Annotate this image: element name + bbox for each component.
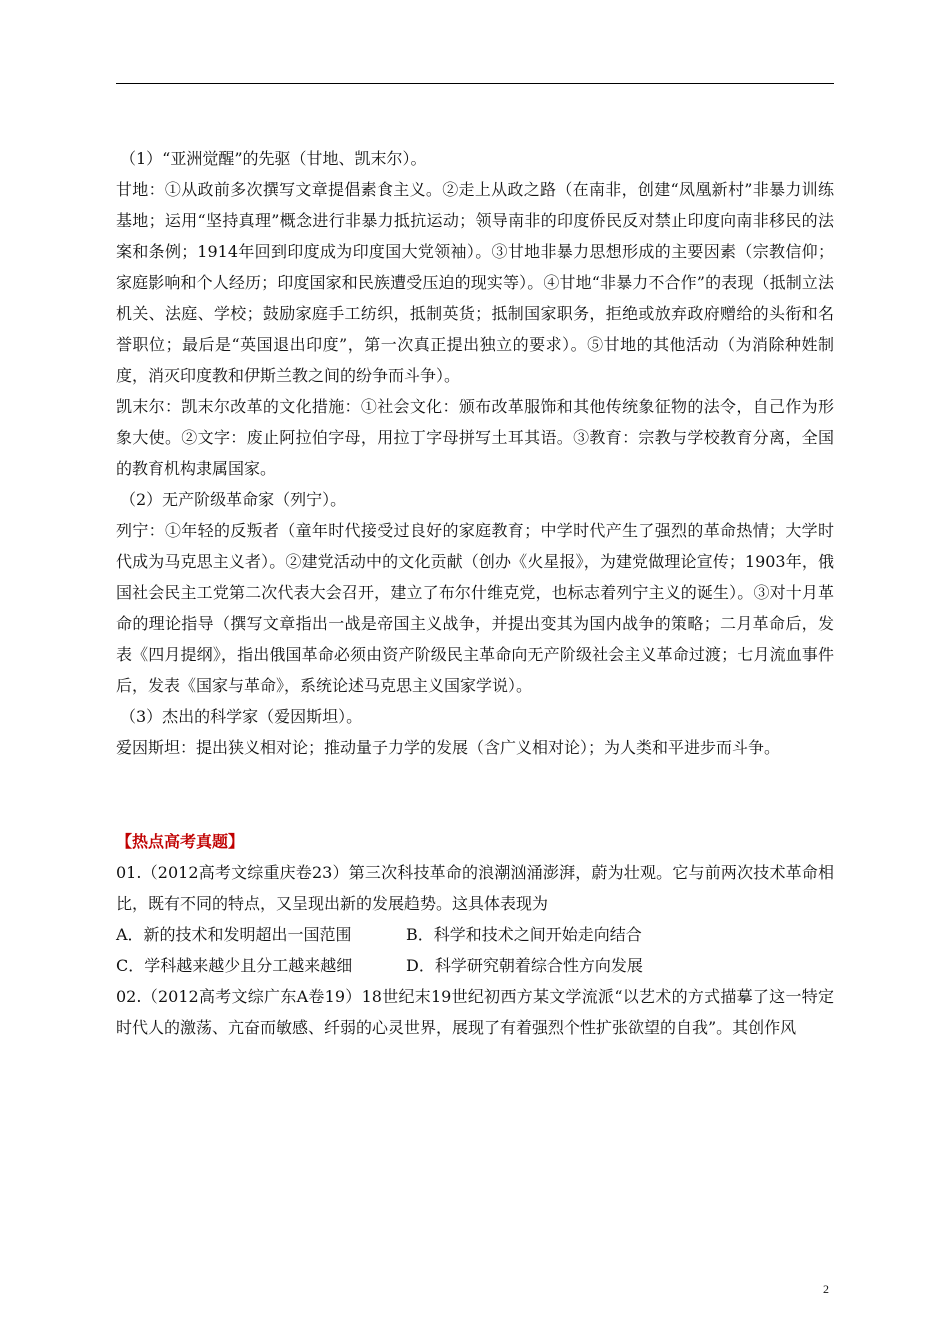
section-2-heading: （2）无产阶级革命家（列宁）。 bbox=[120, 490, 347, 509]
question-1-option-c: C．学科越来越少且分工越来越细 bbox=[116, 956, 353, 975]
gandhi-paragraph: 甘地：①从政前多次撰写文章提倡素食主义。②走上从政之路（在南非，创建“凤凰新村”非暴力训练基地；运用“坚持真理”概念进行非暴力抵抗运动；领导南非的印度侨民反对禁止印度向南非移民的法案和条例；1914年回到印度成为印度国大党领袖）。③甘地非暴力思想形成的主要因素（宗教信仰；家庭影响和个人经历；印度国家和民族遭受压迫的现实等）。④甘地“非暴力不合作”的表现（抵制立法机关、法庭、学校；鼓励家庭手工纺织，抵制英货；抵制国家职务，拒绝或放弃政府赠给的头衔和名誉职位；最后是“英国退出印度”，第一次真正提出独立的要求）。⑤甘地的其他活动（为消除种姓制度，消灭印度教和伊斯兰教之间的纷争而斗争）。 bbox=[116, 180, 834, 385]
lenin-paragraph: 列宁：①年轻的反叛者（童年时代接受过良好的家庭教育；中学时代产生了强烈的革命热情；大学时代成为马克思主义者）。②建党活动中的文化贡献（创办《火星报》，为建党做理论宣传；1903年，俄国社会民主工党第二次代表大会召开，建立了布尔什维克党，也标志着列宁主义的诞生）。③对十月革命的理论指导（撰写文章指出一战是帝国主义战争，并提出变其为国内战争的策略；二月革命后，发表《四月提纲》，指出俄国革命必须由资产阶级民主革命向无产阶级社会主义革命过渡；七月流血事件后，发表《国家与革命》，系统论述马克思主义国家学说）。 bbox=[116, 521, 834, 695]
question-1-option-a: A．新的技术和发明超出一国范围 bbox=[116, 925, 352, 944]
question-1-option-b: B．科学和技术之间开始走向结合 bbox=[406, 925, 642, 944]
question-1-option-d: D．科学研究朝着综合性方向发展 bbox=[406, 956, 643, 975]
kemal-paragraph: 凯末尔：凯末尔改革的文化措施：①社会文化：颁布改革服饰和其他传统象征物的法令，自己作为形象大使。②文字：废止阿拉伯字母，用拉丁字母拼写土耳其语。③教育：宗教与学校教育分离，全国的教育机构隶属国家。 bbox=[116, 397, 834, 478]
page-body bbox=[116, 143, 834, 1043]
question-1-stem: 01.（2012高考文综重庆卷23）第三次科技革命的浪潮汹涌澎湃，蔚为壮观。它与前两次技术革命相比，既有不同的特点，又呈现出新的发展趋势。这具体表现为 bbox=[116, 863, 834, 913]
question-1-options-row-1 bbox=[116, 919, 834, 950]
section-3-heading: （3）杰出的科学家（爱因斯坦）。 bbox=[120, 707, 363, 726]
section-1-heading: （1）“亚洲觉醒”的先驱（甘地、凯末尔）。 bbox=[120, 149, 427, 168]
section-spacer bbox=[116, 763, 834, 826]
page-number: 2 bbox=[823, 1282, 829, 1296]
einstein-paragraph: 爱因斯坦：提出狭义相对论；推动量子力学的发展（含广义相对论）；为人类和平进步而斗争。 bbox=[116, 738, 781, 757]
header-rule bbox=[116, 83, 834, 84]
question-1-options-row-2 bbox=[116, 950, 834, 981]
question-2-stem: 02.（2012高考文综广东A卷19）18世纪末19世纪初西方某文学流派“以艺术的方式描摹了这一特定时代人的激荡、亢奋而敏感、纤弱的心灵世界，展现了有着强烈个性扩张欲望的自我”。其创作风 bbox=[116, 987, 834, 1037]
exam-section-title: 【热点高考真题】 bbox=[116, 832, 245, 851]
